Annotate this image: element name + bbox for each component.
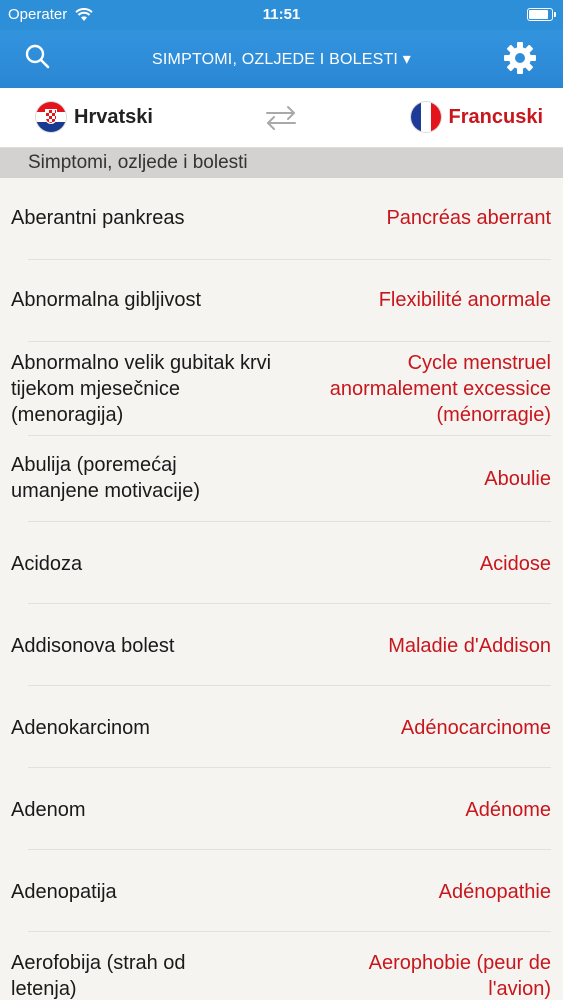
source-term: Abnormalna gibljivost <box>11 289 202 311</box>
settings-button[interactable] <box>501 39 539 77</box>
gear-icon <box>501 39 539 77</box>
search-icon <box>20 40 56 76</box>
source-term: Addisonova bolest <box>11 635 175 657</box>
france-flag-icon <box>411 102 441 132</box>
croatia-flag-icon <box>36 102 66 132</box>
section-header: Simptomi, ozljede i bolesti <box>0 148 563 178</box>
target-term: Adénocarcinome <box>400 717 551 739</box>
target-term: Flexibilité anormale <box>378 289 551 311</box>
list-item[interactable] <box>0 522 563 604</box>
swap-arrows-icon <box>264 104 298 132</box>
list-item[interactable] <box>0 342 563 436</box>
list-item[interactable] <box>0 604 563 686</box>
source-language-button[interactable] <box>36 102 153 132</box>
status-bar <box>0 0 563 30</box>
target-term: Cycle menstruel anormalement excessice (ménorragie) <box>329 352 551 426</box>
target-term: Maladie d'Addison <box>388 635 551 657</box>
source-term: Abnormalno velik gubitak krvi tijekom mjesečnice (menoragija) <box>11 352 272 426</box>
list-item[interactable] <box>0 850 563 932</box>
target-term: Aerophobie (peur de l'avion) <box>368 952 551 1000</box>
search-button[interactable] <box>20 40 56 76</box>
category-selector[interactable]: SIMPTOMI, OZLJEDE I BOLESTI ▾ <box>152 51 411 68</box>
source-term: Aerofobija (strah od letenja) <box>11 952 186 1000</box>
nav-bar <box>0 30 563 88</box>
list-item[interactable] <box>0 178 563 260</box>
source-term: Abulija (poremećaj umanjene motivacije) <box>11 454 200 502</box>
source-language-label: Hrvatski <box>74 105 153 128</box>
swap-languages-button[interactable] <box>264 104 298 132</box>
target-term: Adénome <box>465 799 551 821</box>
target-term: Acidose <box>479 553 551 575</box>
target-language-button[interactable] <box>411 102 543 132</box>
target-term: Pancréas aberrant <box>386 207 551 229</box>
battery-icon <box>527 8 553 21</box>
source-term: Adenom <box>11 799 86 821</box>
target-term: Adénopathie <box>438 881 551 903</box>
list-item[interactable] <box>0 932 563 1000</box>
language-bar <box>0 88 563 148</box>
target-term: Aboulie <box>484 468 551 490</box>
clock: 11:51 <box>262 6 301 23</box>
carrier-label: Operater <box>8 6 68 23</box>
list-item[interactable] <box>0 436 563 522</box>
list-item[interactable] <box>0 260 563 342</box>
source-term: Adenopatija <box>11 881 117 903</box>
list-item[interactable] <box>0 768 563 850</box>
list-item[interactable] <box>0 686 563 768</box>
source-term: Aberantni pankreas <box>11 207 185 229</box>
target-language-label: Francuski <box>448 105 543 128</box>
source-term: Adenokarcinom <box>11 717 150 739</box>
source-term: Acidoza <box>11 553 83 575</box>
